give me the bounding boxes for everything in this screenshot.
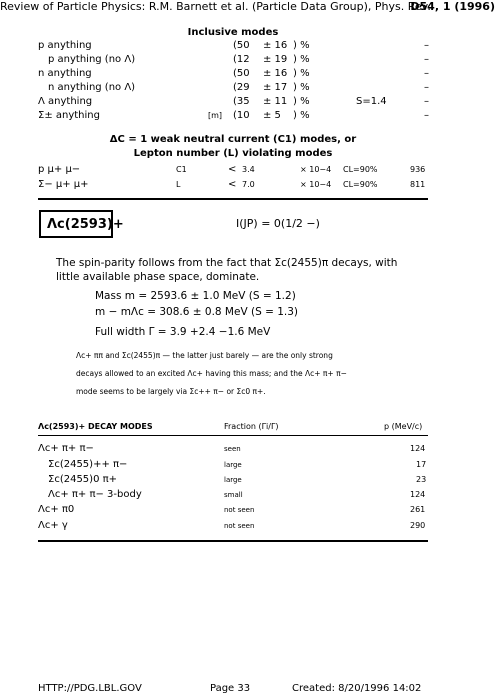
note-line-1: Λc+ ππ and Σc(2455)π — the latter just barely — are the only strong [76,351,333,360]
value-cell: (29 [233,82,250,93]
cl-cell: CL=90% [343,165,378,174]
footnote-cell: [m] [208,111,223,120]
footer-url: HTTP://PDG.LBL.GOV [38,683,142,694]
value-cell: (50 [233,40,250,51]
table-row [38,54,428,67]
value-cell: (35 [233,96,250,107]
fraction-cell: not seen [224,522,255,530]
description-line-1: The spin-parity follows from the fact that Σc(2455)π decays, with [56,257,398,269]
p-cell: 124 [410,444,426,453]
table-header-row [38,422,428,435]
p-cell: – [424,40,429,51]
error-cell: ± 16 [263,40,288,51]
page-header [0,0,497,13]
table-row [38,474,428,487]
table-row [38,110,428,123]
relation-cell: < [228,164,237,175]
p-cell: – [424,96,429,107]
scale-factor-cell: S=1.4 [356,96,387,107]
p-cell: – [424,82,429,93]
mode-cell: Σc(2455)0 π+ [48,474,118,485]
mode-cell: Σ− μ+ μ+ [38,179,89,190]
mode-cell: Λc+ γ [38,520,68,531]
mode-cell: p anything (no Λ) [48,54,136,65]
table-row [38,82,428,95]
tag-cell: L [176,180,181,189]
header-citation: Review of Particle Physics: R.M. Barnett et al. (Particle Data Group), Phys. Rev. [0,0,431,13]
table-row [38,96,428,109]
p-cell: 936 [410,165,426,174]
error-cell: ± 19 [263,54,288,65]
column-header-p: p (MeV/c) [384,422,423,431]
p-cell: 811 [410,180,426,189]
error-cell: ± 16 [263,68,288,79]
table-row [38,459,428,472]
mode-cell: Λc+ π0 [38,504,75,515]
table-row [38,520,428,533]
mode-cell: p μ+ μ− [38,164,81,175]
column-header-fraction: Fraction (Γi/Γ) [224,422,279,431]
footer-created-date: Created: 8/20/1996 14:02 [292,683,422,694]
error-cell: ± 17 [263,82,288,93]
fraction-cell: not seen [224,506,255,514]
unit-cell: ) % [293,96,310,107]
width-measurement: Full width Γ = 3.9 +2.4 −1.6 MeV [95,326,271,338]
table-row [38,68,428,81]
mode-cell: Λ anything [38,96,93,107]
p-cell: 17 [416,460,427,469]
table-row [38,179,428,192]
value-cell: 7.0 [242,180,255,189]
particle-name: Λc(2593)+ [47,217,124,232]
mode-cell: Σc(2455)++ π− [48,459,128,470]
p-cell: – [424,54,429,65]
inclusive-title: Inclusive modes [187,27,279,38]
table-bottom-rule [38,540,428,542]
unit-cell: ) % [293,110,310,121]
quantum-numbers: I(JP) = 0(1/2 −) [236,217,320,230]
p-cell: – [424,110,429,121]
unit-cell: ) % [293,40,310,51]
unit-cell: ) % [293,54,310,65]
value-cell: 3.4 [242,165,255,174]
tag-cell: C1 [176,165,187,174]
header-journal-ref: D54, 1 (1996) [410,0,495,13]
footer-page-number: Page 33 [210,683,251,694]
unit-cell: ) % [293,82,310,93]
exponent-cell: × 10−4 [300,180,332,189]
table-row [38,489,428,502]
value-cell: (50 [233,68,250,79]
note-line-3: mode seems to be largely via Σc++ π− or Σc0 π+. [76,387,266,396]
column-header-mode: Λc(2593)+ DECAY MODES [38,422,153,431]
value-cell: (12 [233,54,250,65]
mass-difference-measurement: m − mΛc = 308.6 ± 0.8 MeV (S = 1.3) [95,306,298,318]
section-divider [38,198,428,200]
mode-cell: n anything [38,68,92,79]
p-cell: – [424,68,429,79]
unit-cell: ) % [293,68,310,79]
cl-cell: CL=90% [343,180,378,189]
table-row [38,504,428,517]
fraction-cell: large [224,461,242,469]
p-cell: 261 [410,505,426,514]
p-cell: 124 [410,490,426,499]
mode-cell: Σ± anything [38,110,100,121]
table-header-rule [38,435,428,436]
error-cell: ± 5 [263,110,281,121]
mode-cell: p anything [38,40,92,51]
mode-cell: Λc+ π+ π− 3-body [48,489,142,500]
relation-cell: < [228,179,237,190]
mode-cell: n anything (no Λ) [48,82,136,93]
p-cell: 290 [410,521,426,530]
particle-name-box [39,210,124,238]
table-row [38,40,428,53]
exponent-cell: × 10−4 [300,165,332,174]
table-row [38,164,428,177]
note-line-2: decays allowed to an excited Λc+ having this mass; and the Λc+ π+ π− [76,369,347,378]
description-line-2: little available phase space, dominate. [56,271,260,283]
fraction-cell: seen [224,445,241,453]
table-row [38,443,428,456]
violating-title-2: Lepton number (L) violating modes [133,148,333,159]
mode-cell: Λc+ π+ π− [38,443,94,454]
mass-measurement: Mass m = 2593.6 ± 1.0 MeV (S = 1.2) [95,290,296,302]
fraction-cell: large [224,476,242,484]
p-cell: 23 [416,475,427,484]
fraction-cell: small [224,491,243,499]
value-cell: (10 [233,110,250,121]
error-cell: ± 11 [263,96,288,107]
violating-title-1: ΔC = 1 weak neutral current (C1) modes, or [109,134,357,145]
